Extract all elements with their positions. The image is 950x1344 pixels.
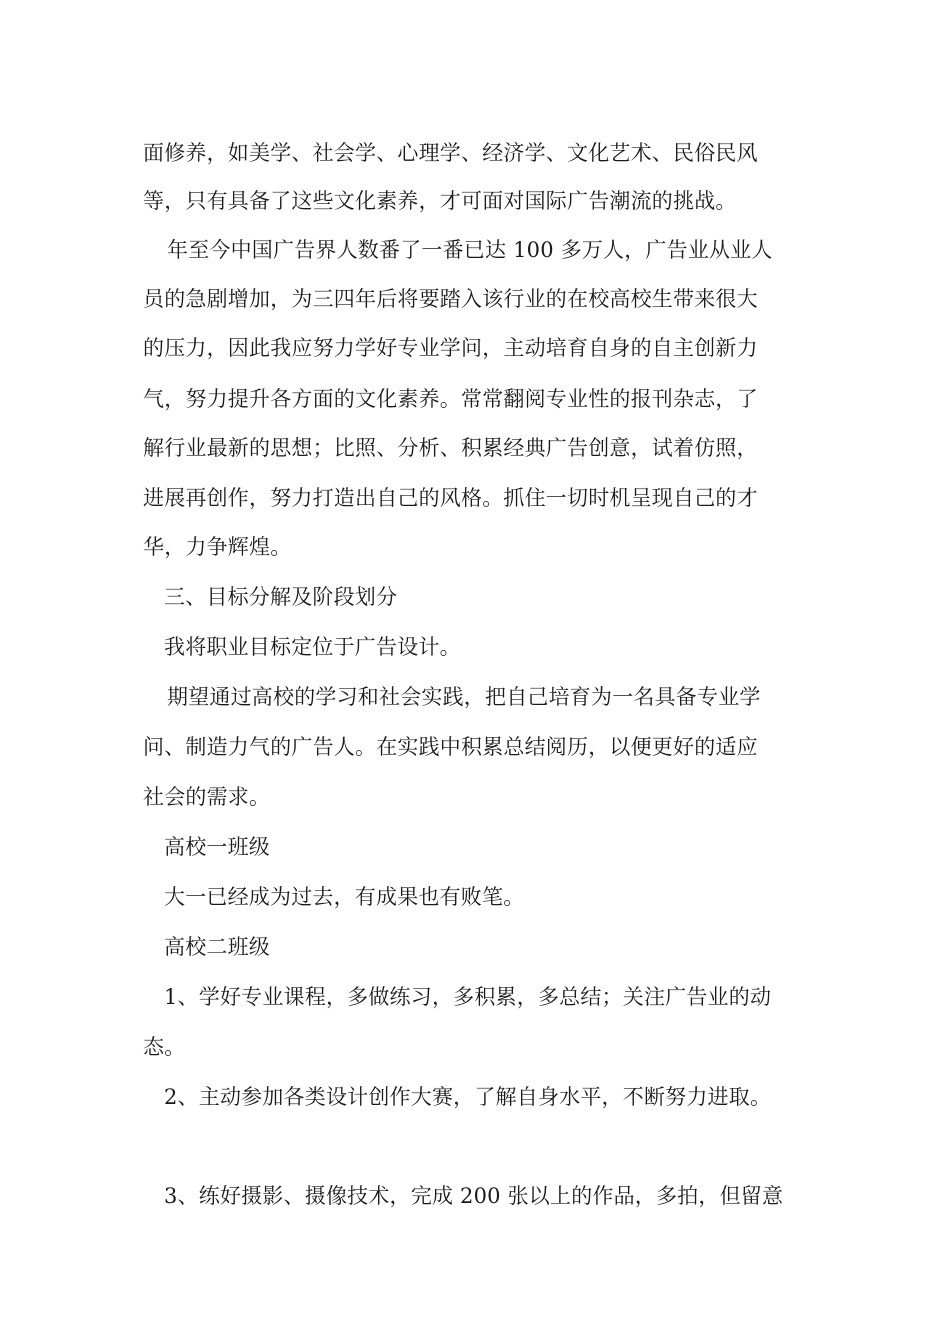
list-item: 1、学好专业课程，多做练习，多积累，多总结；关注广告业的动 bbox=[164, 985, 772, 1009]
paragraph-line: 的压力，因此我应努力学好专业学问，主动培育自身的自主创新力 bbox=[143, 336, 758, 360]
list-item: 2、主动参加各类设计创作大赛，了解自身水平，不断努力进取。 bbox=[164, 1085, 772, 1109]
subheading: 高校二班级 bbox=[164, 935, 270, 959]
paragraph-line: 面修养，如美学、社会学、心理学、经济学、文化艺术、民俗民风 bbox=[143, 141, 758, 165]
paragraph-line: 问、制造力气的广告人。在实践中积累总结阅历，以便更好的适应 bbox=[143, 735, 758, 759]
paragraph-line: 我将职业目标定位于广告设计。 bbox=[164, 635, 461, 659]
paragraph-line: 年至今中国广告界人数番了一番已达 100 多万人，广告业从业人 bbox=[167, 238, 773, 262]
list-item: 3、练好摄影、摄像技术，完成 200 张以上的作品，多拍，但留意 bbox=[164, 1184, 784, 1208]
paragraph-line: 进展再创作，努力打造出自己的风格。抓住一切时机呈现自己的才 bbox=[143, 486, 758, 510]
paragraph-line: 社会的需求。 bbox=[143, 785, 271, 809]
paragraph-line: 华，力争辉煌。 bbox=[143, 535, 292, 559]
paragraph-line: 气，努力提升各方面的文化素养。常常翻阅专业性的报刊杂志，了 bbox=[143, 387, 758, 411]
subheading: 高校一班级 bbox=[164, 835, 270, 859]
paragraph-line: 等，只有具备了这些文化素养，才可面对国际广告潮流的挑战。 bbox=[143, 189, 737, 213]
paragraph-line: 员的急剧增加，为三四年后将要踏入该行业的在校高校生带来很大 bbox=[143, 287, 758, 311]
paragraph-line: 大一已经成为过去，有成果也有败笔。 bbox=[164, 885, 525, 909]
list-item-continuation: 态。 bbox=[143, 1035, 186, 1059]
section-heading: 三、目标分解及阶段划分 bbox=[164, 585, 398, 609]
paragraph-line: 解行业最新的思想；比照、分析、积累经典广告创意，试着仿照， bbox=[143, 436, 758, 460]
paragraph-line: 期望通过高校的学习和社会实践，把自己培育为一名具备专业学 bbox=[167, 685, 761, 709]
